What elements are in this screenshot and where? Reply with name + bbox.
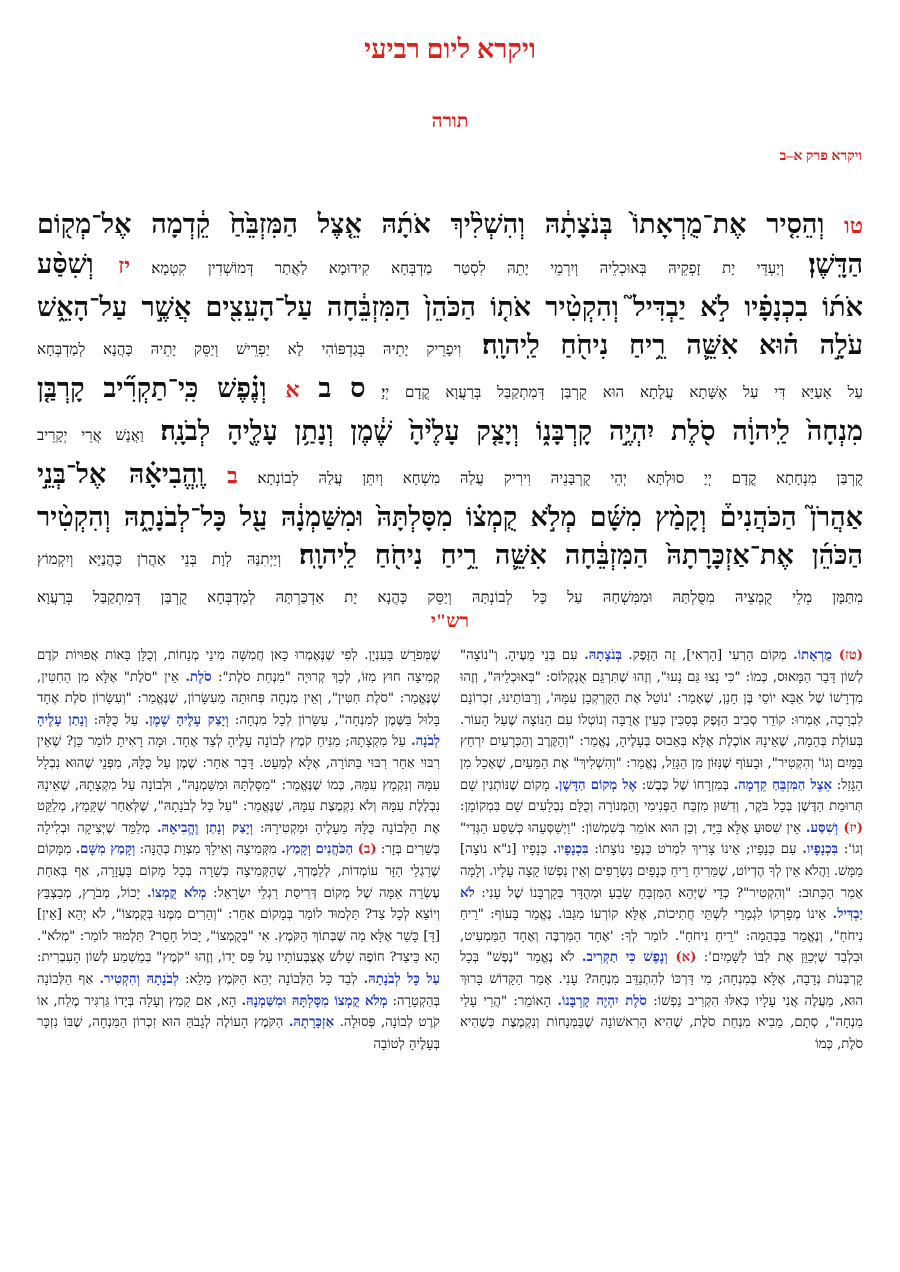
page-title: ויקרא ליום רביעי [364,34,536,64]
rashi-dibur-hamatchil: וְקָמַץ מִשָּׁם. [75,842,136,858]
rashi-text: אֵינוֹ מְפָרְקוֹ לִגְמָרֵי לִשְׁתֵּי חֲתִיכוֹת, אֶלָּא קוֹרְעוֹ מִגַּבּוֹ. נֶאֱמַר בָּעוֹף: "רֵיחַ נִיחֹחַ", וְנֶאֱמַר בַּבְּהֵמָה: "רֵיחַ נִיחֹחַ". לוֹמַר לְךָ: 'אֶחָד הַמַּרְבֶּה וְאֶחָד הַמַּמְעִיט, וּבִלְבַד שֶׁיְּכַוֵּן אֶת לִבּוֹ לַשָּׁמַיִם': [460,907,863,966]
rashi-dibur-hamatchil: הַכֹּהֲנִים וְקָמַץ. [281,842,358,858]
rashi-text: כְּנָפָיו [נ"א נוֹצָה] מַמָּשׁ. וַהֲלֹא אֵין לְךָ הֶדְיוֹט, שֶׁמֵּרִיחַ רֵיחַ כְּנָפַיִם נִשְׂרָפִים וְאֵין נַפְשׁוֹ קָצָה עָלָיו. וְלָמָּה אָמַר הַכָּתוּב: "וְהִקְטִיר"? כְּדֵי שֶׁיְּהֵא הַמִּזְבֵּחַ שָׂבֵעַ וּמְהֻדָּר בְּקָרְבָּנוֹ שֶׁל עָנִי: [460,842,863,901]
rashi-text: הָאוֹמֵר: "הֲרֵי עָלַי מִנְחָה", סְתָם, מֵבִיא מִנְחַת סֹלֶת, שֶׁהִיא הָרִאשׁוֹנָה שֶׁבַּמְּנָחוֹת וְנִקְמֶצֶת כְּשֶׁהִיא סֹלֶת, כְּמוֹ [460,993,863,1052]
verse-number: א [285,377,300,402]
rashi-dibur-hamatchil: אֶל מְקוֹם הַדָּשֶׁן. [554,777,638,793]
verse-text: הַכֹּהֵ֜ן אֶת־אַזְכָּרָתָהּ֙ הַמִּזְבֵּ֔חָה אִשֵּׁ֛ה רֵ֥יחַ נִיחֹ֖חַ לַֽיהוָֽה׃ [281,540,863,570]
rashi-dibur-hamatchil: וְנָתַן עָלֶיהָ לְבֹנָה. [37,712,440,750]
torah-line [37,205,863,245]
verse-text: מִנְחָה֙ לַֽיהוָ֔ה סֹ֖לֶת יִהְיֶ֣ה קָרְבָּנ֑וֹ וְיָצַ֤ק עָלֶ֙יהָ֙ שֶׁ֔מֶן וְנָתַ֥ן עָלֶ֖יהָ לְבֹנָֽה׃ [143,416,863,446]
targum-text: וַאֲנָשׁ אֲרֵי יְקָרֵיב [37,428,144,444]
rashi-text: עִם בְּנֵי מֵעֶיהָ. וְ"נוֹצָה" לְשׁוֹן דָּבָר הַמָּאוּס, כְּמוֹ: "כִּי נָצוּ גַּם נָעוּ", וְזֶהוּ שֶׁתִּרְגֵּם אֻנְקְלוֹס: "בְּאוּכְלֵיהּ", וְזֶהוּ מִדְרָשׁוֹ שֶׁל אַבָּא יוֹסֵי בֶּן חָנָן, שֶׁאָמַר: 'נוֹטֵל אֶת הַקֻּרְקְבָן עִמָּהּ', וְרַבּוֹתֵינוּ, זִכְרוֹנָם לִבְרָכָה, אָמְרוּ: קוֹדֵר סְבִיב הַזֶּפֶק בְּסַכִּין כְּעֵין אֲרֻבָּה וְנוֹטְלוֹ עִם הַנּוֹצָה שֶׁעַל הָעוֹר. בְּעוֹלַת בְּהֵמָה, שֶׁאֵינָהּ אוֹכֶלֶת אֶלָּא בְּאֵבוּס בְּעָלֶיהָ, נֶאֱמַר: "וְהַקֶּרֶב וְהַכְּרָעַיִם יִרְחַץ בַּמַּיִם וְגוֹ' וְהִקְטִיר", וּבָעוֹף שֶׁנִּזּוֹן מִן הַגָּזֵל, נֶאֱמַר: "וְהִשְׁלִיךְ" אֶת הַמֵּעַיִם, שֶׁאָכַל מִן הַגָּזֵל: [460,648,863,793]
torah-line [37,498,863,536]
chapter-reference: ויקרא פרק א–ב [779,149,862,164]
rashi-verse-marker: (א) [675,950,697,966]
rashi-text: אֵין "סֹלֶת" אֶלָּא מִן הַחִטִּין, שֶׁנֶּאֱמַר: "סֹלֶת חִטִּין", וְאֵין מִנְחָה פְּחוּתָה מֵעִשָּׂרוֹן, שֶׁנֶּאֱמַר: "וְעִשָּׂרוֹן סֹלֶת אֶחָד בָּלוּל בַּשֶּׁמֶן לְמִנְחָה", עִשָּׂרוֹן לְכָל מִנְחָה: [37,669,440,728]
rashi-text: מִמָּקוֹם שֶׁרַגְלֵי הַזָּר עוֹמְדוֹת, לְלַמֶּדְךָ, שֶׁהַקְּמִיצָה כְּשֵׁרָה בְּכָל מָקוֹם בָּעֲזָרָה, אַף בְּאַחַת עֶשְׂרֵה אַמָּה שֶׁל מְקוֹם דְּרִיסַת רַגְלֵי יִשְׂרָאֵל: [37,842,440,901]
targum-text: וְיַיְתִנַּהּ לְוָת בְּנֵי אַהֲרֹן כָּהֲנַיָּא וְיִקְמוֹץ [37,552,282,568]
targum-text: קֻרְבַּן מִנְחָתָא קֳדָם יְיָ סוּלְתָּא יְהֵי קֻרְבָּנֵיהּ וִירִיק עֲלַהּ מִשְׁחָא וְיִתֵּן עֲלַהּ לְבוֹנְתָא׃ [237,471,863,487]
rashi-dibur-hamatchil: מְלֹא קֻמְצוֹ מִסָּלְתָּהּ וּמִשַּׁמְנָהּ. [241,993,388,1009]
rashi-dibur-hamatchil: סֹלֶת. [185,669,212,685]
verse-text: וְשִׁסַּ֨ע [37,249,119,279]
rashi-text: עִם כְּנָפָיו; אֵינוֹ צָרִיךְ לִמְרֹט כַּנְפֵי נוֹצָתוֹ: [588,842,803,858]
rashi-commentary [37,645,863,1253]
rashi-text: מִקְּמִיצָה וְאֵילָךְ מִצְוַת כְּהֻנָּה: [135,842,282,858]
rashi-text: לֹא נֶאֱמַר "נֶפֶשׁ" בְּכָל קָרְבְּנוֹת נְדָבָה, אֶלָּא בְּמִנְחָה; מִי דַּרְכּוֹ לְהִתְנַדֵּב מִנְחָה? עָנִי. אָמַר הַקָּדוֹשׁ בָּרוּךְ הוּא, מַעֲלֶה אֲנִי עָלָיו כְּאִלּוּ הִקְרִיב נַפְשׁוֹ: [460,950,863,1009]
torah-line [37,245,863,288]
torah-line [37,412,863,455]
verse-text: ס ב [299,373,366,403]
verse-text: אֹת֜וֹ בִכְנָפָ֗יו לֹ֣א יַבְדִּיל֮ וְהִקְטִ֨יר אֹת֤וֹ הַכֹּהֵן֙ הַמִּזְבֵּ֔חָה עַל־הָעֵצִ֖ים אֲשֶׁ֣ר עַל־הָאֵ֑שׁ [37,292,863,322]
rashi-dibur-hamatchil: וְיָצַק עָלֶיהָ שֶׁמֶן. [144,712,229,728]
verse-number: יז [118,253,130,278]
torah-text-block [37,205,863,617]
torah-line [37,288,863,326]
verse-text: הַדָּֽשֶׁן׃ [784,249,863,279]
rashi-dibur-hamatchil: בִּכְנָפָיו. [552,842,589,858]
rashi-dibur-hamatchil: אֵצֶל הַמִּזְבֵּחַ קֵדְמָה. [733,777,833,793]
rashi-dibur-hamatchil: מֻרְאָתוֹ. [793,648,839,663]
rashi-text: עַל כֻּלָּהּ: [87,712,145,728]
verse-text: וֶֽהֱבִיאָ֗הּ אֶל־בְּנֵ֣י [37,459,228,489]
verse-number: טו [844,213,863,238]
verse-text: וְנֶ֗פֶשׁ כִּֽי־תַקְרִ֞יב קָרְבַּ֤ן [37,373,286,403]
torah-line [37,536,863,579]
rashi-column-right [460,645,863,1253]
rashi-text: יָכוֹל, מְבֹרָץ, מְבַצְבֵּץ וְיוֹצֵא לְכָל צַד? תַּלְמוּד לוֹמַר בְּמָקוֹם אַחֵר: "וְהֵרִים מִמֶּנּוּ בְּקֻמְצוֹ", לֹא יְהֵא [אֵין] [דָּ] כָּשֵׁר אֶלָּא מַה שֶּׁבְּתוֹךְ הַקֹּמֶץ. אִי "בְּקֻמְצוֹ", יָכוֹל חָסֵר? תַּלְמוּד לוֹמַר: "מְלֹא". הָא כֵּיצַד? חוֹפֶה שָׁלֹשׁ אֶצְבְּעוֹתָיו עַל פַּס יָדוֹ, וְזֶהוּ "קֹמֶץ" בְּמַשְׁמַע לְשׁוֹן הָעִבְרִית: [37,885,440,966]
rashi-text: אַף הַלְּבוֹנָה בְּהַקְטָרָה: [37,971,440,1009]
verse-text: אַהֲרֹן֮ הַכֹּהֲנִים֒ וְקָמַ֨ץ מִשָּׁ֜ם מְלֹ֣א קֻמְצ֗וֹ מִסָּלְתָּהּ֙ וּמִשַּׁמְנָ֔הּ עַ֖ל כָּל־לְבֹנָתָ֑הּ וְהִקְטִ֨יר [37,502,863,532]
targum-text: מִתַּמָּן מְלֵי קֻמְצֵיהּ מִסֻּלְתַּהּ וּמִמִּשְׁחַהּ עַל כָּל לְבוֹנְתַּהּ וְיַסֵּק כָּהֲנָא יָת אַדְכַּרְתַּהּ לְמַדְבְּחָא קֻרְבַּן דְּמִתְקַבַּל בְּרַעֲוָא [37,590,863,606]
rashi-dibur-hamatchil: עַל כָּל לְבֹנָתָהּ. [363,971,440,987]
targum-text: עַל אָעַיָּא דִּי עַל אֶשָּׁתָא עֲלָתָא הוּא קֻרְבַּן דְּמִתְקַבַּל בְּרַעֲוָא קֳדָם יְיָ׃ [365,385,863,401]
section-heading-torah: תורה [431,111,469,132]
targum-text: וִיפָרֵיק יָתֵיהּ בְּגַדְפּוֹהִי לָא יַפְרֵישׁ וְיַסֵּק יָתֵיהּ כָּהֲנָא לְמַדְבְּחָא [37,342,462,358]
verse-text: וְהֵסִ֤יר אֶת־מֻרְאָתוֹ֙ בְּנֹצָתָ֔הּ וְהִשְׁלִ֨יךְ אֹתָ֜הּ אֵ֤צֶל הַמִּזְבֵּ֙חַ֙ קֵ֔דְמָה אֶל־מְק֖וֹם [37,209,845,239]
rashi-text: הַקֹּמֶץ הָעוֹלֶה לְגָבֹהַּ הוּא זִכְרוֹן הַמִּנְחָה, שֶׁבּוֹ נִזְכָּר בְּעָלֶיהָ לְטוֹבָה [37,1015,440,1052]
torah-line [37,455,863,498]
rashi-dibur-hamatchil: לְבֹנָתָהּ וְהִקְטִיר. [99,971,179,987]
rashi-dibur-hamatchil: סֹלֶת יִהְיֶה קָרְבָּנוֹ. [557,993,647,1009]
rashi-text: בְּמִזְרָחוֹ שֶׁל כֶּבֶשׁ: [637,777,734,793]
rashi-dibur-hamatchil: וְנֶפֶשׁ כִּי תַקְרִיב. [581,950,676,966]
rashi-verse-marker: (יז) [843,820,863,836]
rashi-column-left [37,645,440,1253]
rashi-text: לְבַד כָּל הַלְּבוֹנָה יְהֵא הַקֹּמֶץ מָלֵא: [178,971,364,987]
rashi-dibur-hamatchil: וְשִׁסַּע. [805,820,844,836]
verse-number: ב [227,463,238,488]
rashi-dibur-hamatchil: בִּכְנָפָיו. [802,842,838,858]
rashi-dibur-hamatchil: אַזְכָּרָתָהּ. [288,1015,335,1031]
rashi-text: אֵין שִׁסּוּעַ אֶלָּא בַּיָּד, וְכֵן הוּא אוֹמֵר בְּשִׁמְשׁוֹן: "וַיְשַׁסְּעֵהוּ כְּשַׁסַּע הַגְּדִי" וְגוֹ': [460,820,863,858]
rashi-dibur-hamatchil: לֹא יַבְדִּיל. [460,885,863,923]
rashi-text: שֶׁמְּפֹרָשׁ בָּעִנְיָן. לְפִי שֶׁנֶּאֶמְרוּ כָּאן חֲמִשָּׁה מִינֵי מְנָחוֹת, וְכֻלָּן בָּאוֹת אֲפוּיוֹת קֹדֶם קְמִיצָה חוּץ מִזּוֹ, לְכָךְ קְרוּיָה "מִנְחַת סֹלֶת": [37,648,440,685]
rashi-text: הָא, אִם קָמַץ וְעָלָה בְּיָדוֹ גַּרְגִּיר מֶלַח, אוֹ קֹרֶט לְבוֹנָה, פְּסוּלָה. [37,993,440,1031]
verse-text: עֹלָ֣ה ה֗וּא אִשֵּׁ֛ה רֵ֥יחַ נִיחֹ֖חַ לַֽיהוָֽה׃ [461,330,863,360]
rashi-text: מְקוֹם הָרְעִי [הָרְאִי], זֶה הַזֶּפֶק. [621,648,794,663]
section-heading-rashi: רש"י [430,611,470,632]
rashi-verse-marker: (ב) [357,842,377,858]
torah-line [37,369,863,412]
torah-line [37,326,863,369]
rashi-text: עַל מִקְצָתָהּ; מַנִּיחַ קֹמֶץ לְבוֹנָה עָלֶיהָ לְצַד אֶחָד. וּמָה רָאִיתָ לוֹמַר כֵּן? שֶׁאֵין רִבּוּי אַחַר רִבּוּי בַּתּוֹרָה, אֶלָּא לְמַעֵט. דָּבָר אַחֵר: שֶׁמֶן עַל כֻּלָּהּ, מִפְּנֵי שֶׁהוּא נִבְלָל עִמָּהּ וְנִקְמָץ עִמָּהּ, כְּמוֹ שֶׁנֶּאֱמַר: "מִסָּלְתָּהּ וּמִשַּׁמְנָהּ", וּלְבוֹנָה עַל מִקְצָתָהּ, שֶׁאֵינָהּ נִבְלֶלֶת עִמָּהּ וְלֹא נִקְמֶצֶת עִמָּהּ, שֶׁנֶּאֱמַר: "עַל כָּל לְבֹנָתָהּ", שֶׁלְּאַחַר שֶׁקָּמַץ, מְלַקֵּט אֶת הַלְּבוֹנָה כֻּלָּהּ מֵעָלֶיהָ וּמַקְטִירָהּ: [37,734,440,836]
rashi-dibur-hamatchil: וְיָצַק וְנָתַן וֶהֱבִיאָהּ. [156,820,253,836]
rashi-text: מְלַמֵּד שֶׁיְּצִיקָה וּבְלִילָה כְּשֵׁרִים בְּזָר: [37,820,440,858]
rashi-verse-marker: (טז) [838,648,863,663]
rashi-dibur-hamatchil: בְּנֹצָתָהּ. [584,648,622,663]
targum-text: וְיַעְדֵּי יָת זָפְקֵיהּ בְּאוּכְלֵיהּ וְיִרְמֵי יָתֵהּ לִסְטַר מַדְבְּחָא קִידוּמָא לַאֲתַר דְּמוֹשְׁדִין קִטְמָא׃ [130,261,785,277]
rashi-text: מָקוֹם שֶׁנּוֹתְנִין שָׁם תְּרוּמַת הַדֶּשֶׁן בְּכָל בֹּקֶר, וְדִשּׁוּן מִזְבַּח הַפְּנִימִי וְהַמְּנוֹרָה וְכֻלָּם נִבְלָעִים שָׁם בִּמְקוֹמָן: [460,777,863,815]
rashi-dibur-hamatchil: מְלֹא קֻמְצוֹ. [146,885,207,901]
